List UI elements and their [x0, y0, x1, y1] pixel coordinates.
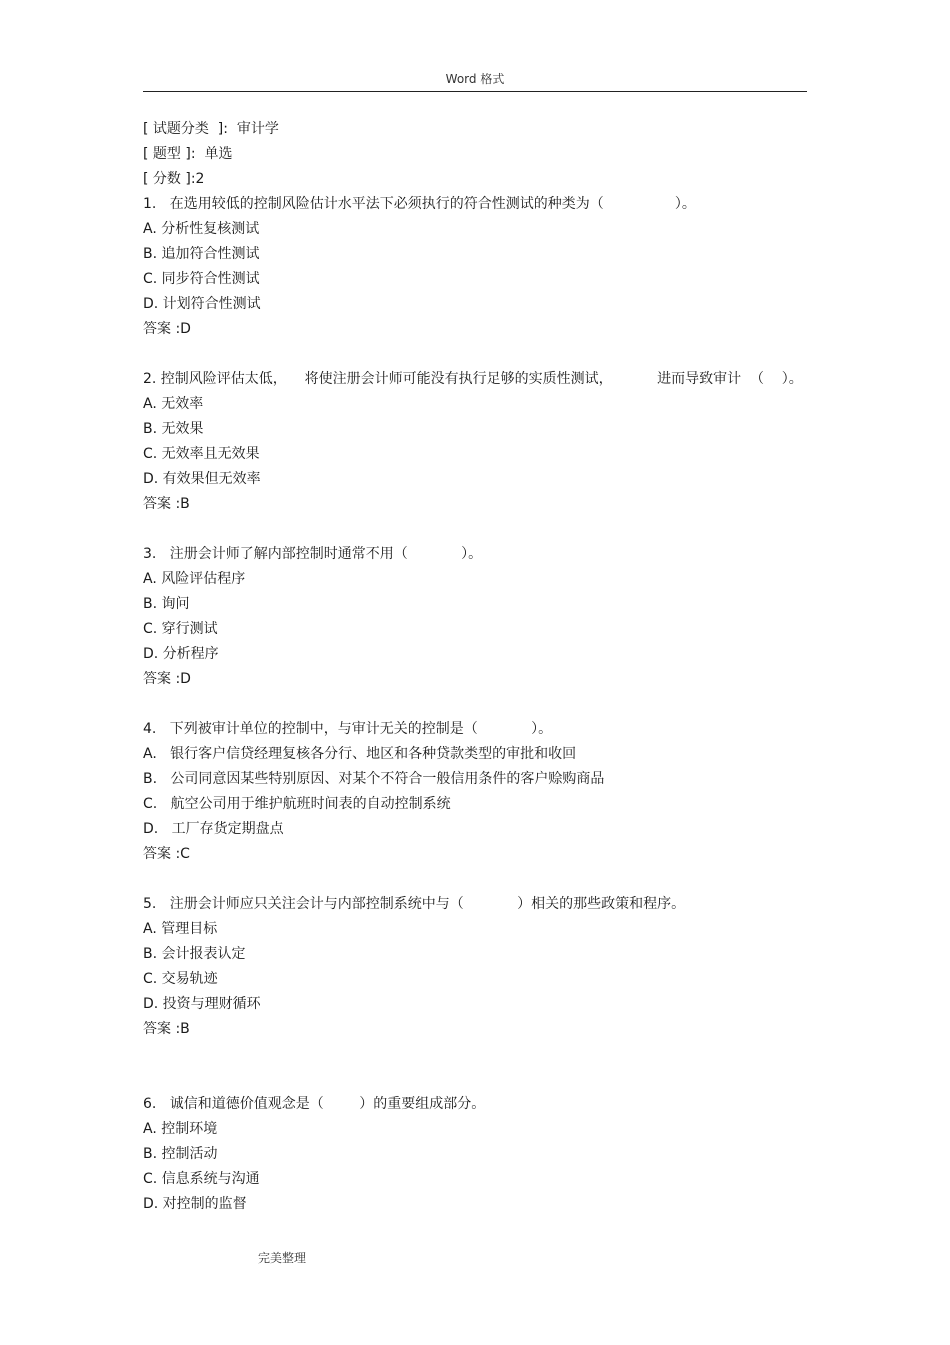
option-d: D. 计划符合性测试 — [143, 296, 261, 312]
spacer — [143, 342, 823, 367]
answer-line: 答案 :C — [143, 846, 190, 862]
option-a: A. 银行客户信贷经理复核各分行、地区和各种贷款类型的审批和收回 — [143, 746, 577, 762]
option-c: C. 交易轨迹 — [143, 971, 218, 987]
option-a: A. 管理目标 — [143, 921, 218, 937]
option-d: D. 投资与理财循环 — [143, 996, 261, 1012]
page-footer: 完美整理 — [258, 1251, 307, 1265]
option-b: B. 追加符合性测试 — [143, 246, 260, 262]
option-c: C. 航空公司用于维护航班时间表的自动控制系统 — [143, 796, 451, 812]
option-a: A. 无效率 — [143, 396, 204, 412]
answer-line: 答案 :D — [143, 671, 191, 687]
header-divider — [143, 91, 807, 92]
option-c: C. 信息系统与沟通 — [143, 1171, 260, 1187]
category-line: [ 试题分类 ]: 审计学 — [143, 121, 279, 137]
option-c: C. 无效率且无效果 — [143, 446, 260, 462]
question-6 — [143, 1092, 823, 1217]
answer-line: 答案 :D — [143, 321, 191, 337]
option-b: B. 询问 — [143, 596, 190, 612]
question-4 — [143, 717, 823, 867]
option-a: A. 分析性复核测试 — [143, 221, 260, 237]
answer-line: 答案 :B — [143, 496, 190, 512]
document-body — [143, 117, 823, 1217]
score-line: [ 分数 ]:2 — [143, 171, 205, 187]
option-d: D. 有效果但无效率 — [143, 471, 261, 487]
spacer — [143, 1042, 823, 1092]
option-d: D. 分析程序 — [143, 646, 219, 662]
question-2 — [143, 367, 823, 517]
type-line: [ 题型 ]: 单选 — [143, 146, 233, 162]
option-b: B. 公司同意因某些特别原因、对某个不符合一般信用条件的客户赊购商品 — [143, 771, 605, 787]
spacer — [143, 692, 823, 717]
page-header: Word 格式 — [445, 72, 505, 86]
option-a: A. 控制环境 — [143, 1121, 218, 1137]
spacer — [143, 867, 823, 892]
question-stem: 1. 在选用较低的控制风险估计水平法下必须执行的符合性测试的种类为（ ）。 — [143, 196, 696, 212]
question-stem: 6. 诚信和道德价值观念是（ ）的重要组成部分。 — [143, 1096, 486, 1112]
option-d: D. 对控制的监督 — [143, 1196, 247, 1212]
answer-line: 答案 :B — [143, 1021, 190, 1037]
question-1 — [143, 192, 823, 342]
spacer — [143, 517, 823, 542]
question-stem: 5. 注册会计师应只关注会计与内部控制系统中与（ ）相关的那些政策和程序。 — [143, 896, 686, 912]
question-5 — [143, 892, 823, 1042]
option-c: C. 同步符合性测试 — [143, 271, 260, 287]
question-stem: 3. 注册会计师了解内部控制时通常不用（ ）。 — [143, 546, 483, 562]
option-b: B. 控制活动 — [143, 1146, 218, 1162]
question-3 — [143, 542, 823, 692]
question-stem: 2. 控制风险评估太低， 将使注册会计师可能没有执行足够的实质性测试， 进而导致审计 （ ）。 — [143, 371, 803, 387]
option-c: C. 穿行测试 — [143, 621, 218, 637]
option-a: A. 风险评估程序 — [143, 571, 246, 587]
option-d: D. 工厂存货定期盘点 — [143, 821, 284, 837]
question-stem: 4. 下列被审计单位的控制中，与审计无关的控制是（ ）。 — [143, 721, 553, 737]
option-b: B. 无效果 — [143, 421, 204, 437]
option-b: B. 会计报表认定 — [143, 946, 246, 962]
